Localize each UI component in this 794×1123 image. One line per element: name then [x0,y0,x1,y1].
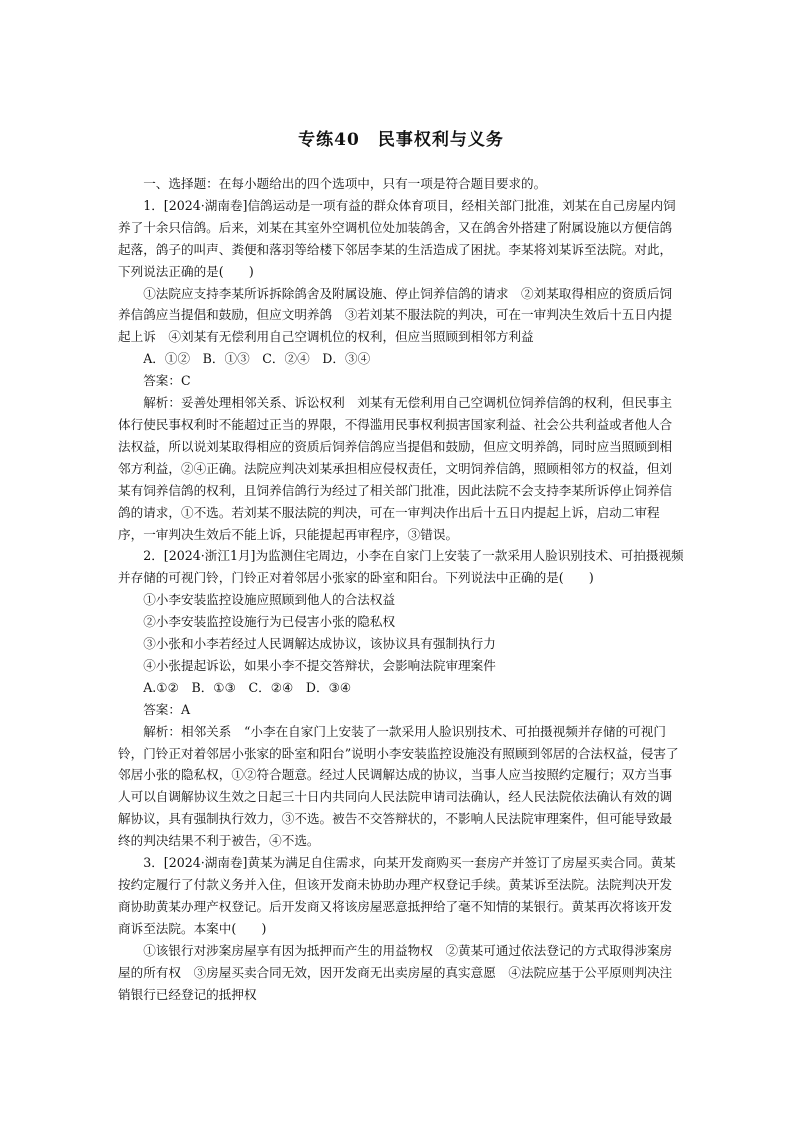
question-2-analysis: 解析：相邻关系 “小李在自家门上安装了一款采用人脸识别技术、可拍摄视频并存储的可视门铃，门铃正对着邻居小张家的卧室和阳台”说明小李安装监控设施没有照顾到邻居的合法权益，侵害了邻居小张的隐私权，①②符合题意。经过人民调解达成的协议，当事人应当按照约定履行；双方当事人可以自调解协议生效之日起三十日内共同向人民法院申请司法确认，经人民法院依法确认有效的调解协议，具有强制执行效力，③不选。被告不交答辩状的，不影响人民法院审理案件，但可能导致最终的判决结果不利于被告，④不选。 [118,723,679,849]
question-1-stem: 1．[2024·湖南卷]信鸽运动是一项有益的群众体育项目，经相关部门批准，刘某在自己房屋内饲养了十余只信鸽。后来，刘某在其室外空调机位处加装鸽舍，又在鸽舍外搭建了附属设施以方便信鸽起落，鸽子的叫声、粪便和落羽等给楼下邻居李某的生活造成了困扰。李某将刘某诉至法院。对此，下列说法正确的是( ) [118,197,676,279]
question-1-analysis: 解析：妥善处理相邻关系、诉讼权利 刘某有无偿利用自己空调机位饲养信鸽的权利，但民事主体行使民事权利时不能超过正当的界限，不得滥用民事权利损害国家利益、社会公共利益或者他人合法权益，所以说刘某取得相应的资质后饲养信鸽应当提倡和鼓励，但应文明养鸽，同时应当照顾到相邻方利益，②④正确。法院应判决刘某承担相应侵权责任，文明饲养信鸽，照顾相邻方的权益，但刘某有饲养信鸽的权利，且饲养信鸽行为经过了相关部门批准，因此法院不会支持李某所诉停止饲养信鸽的请求，①不选。若刘某不服法院的判决，可在一审判决作出后十五日内提起上诉，启动二审程序，一审判决生效后不能上诉，只能提起再审程序，③错误。 [118,395,673,542]
question-3-statements: ①该银行对涉案房屋享有因为抵押而产生的用益物权 ②黄某可通过依法登记的方式取得涉案房屋的所有权 ③房屋买卖合同无效，因开发商无出卖房屋的真实意愿 ④法院应基于公平原则判决注销银行已经登记的抵押权 [118,942,673,1002]
question-1-answer: 答案：C [143,373,191,389]
question-2-options: A.①② B．①③ C．②④ D．③④ [143,679,352,695]
question-2-statement: ③小张和小李若经过人民调解达成协议，该协议具有强制执行力 [143,636,496,652]
question-2-statement: ②小李安装监控设施行为已侵害小张的隐私权 [143,614,396,630]
question-3-stem: 3．[2024·湖南卷]黄某为满足自住需求，向某开发商购买一套房产并签订了房屋买卖合同。黄某按约定履行了付款义务并入住，但该开发商未协助办理产权登记手续。黄某诉至法院。法院判决开发商协助黄某办理产权登记。后开发商又将该房屋恶意抵押给了毫不知情的某银行。黄某再次将该开发商诉至法院。本案中( ) [118,855,676,936]
question-2-statement: ④小张提起诉讼，如果小李不提交答辩状，会影响法院审理案件 [143,657,496,673]
question-2-answer: 答案：A [143,701,191,717]
question-1-options: A．①② B．①③ C．②④ D．③④ [143,351,371,367]
section-header: 一、选择题：在每小题给出的四个选项中，只有一项是符合题目要求的。 [143,176,547,191]
page-title: 专练40 民事权利与义务 [298,130,504,150]
document-body [118,173,684,1005]
question-2-stem: 2．[2024·浙江1月]为监测住宅周边，小李在自家门上安装了一款采用人脸识别技术、可拍摄视频并存储的可视门铃，门铃正对着邻居小张家的卧室和阳台。下列说法中正确的是( ) [118,548,684,586]
question-1-statements: ①法院应支持李某所诉拆除鸽舍及附属设施、停止饲养信鸽的请求 ②刘某取得相应的资质后饲养信鸽应当提倡和鼓励，但应文明养鸽 ③若刘某不服法院的判决，可在一审判决生效后十五日内提起上诉 ④刘某有无偿利用自己空调机位的权利，但应当照顾到相邻方利益 [118,285,673,345]
question-2-statement: ①小李安装监控设施应照顾到他人的合法权益 [143,592,396,608]
